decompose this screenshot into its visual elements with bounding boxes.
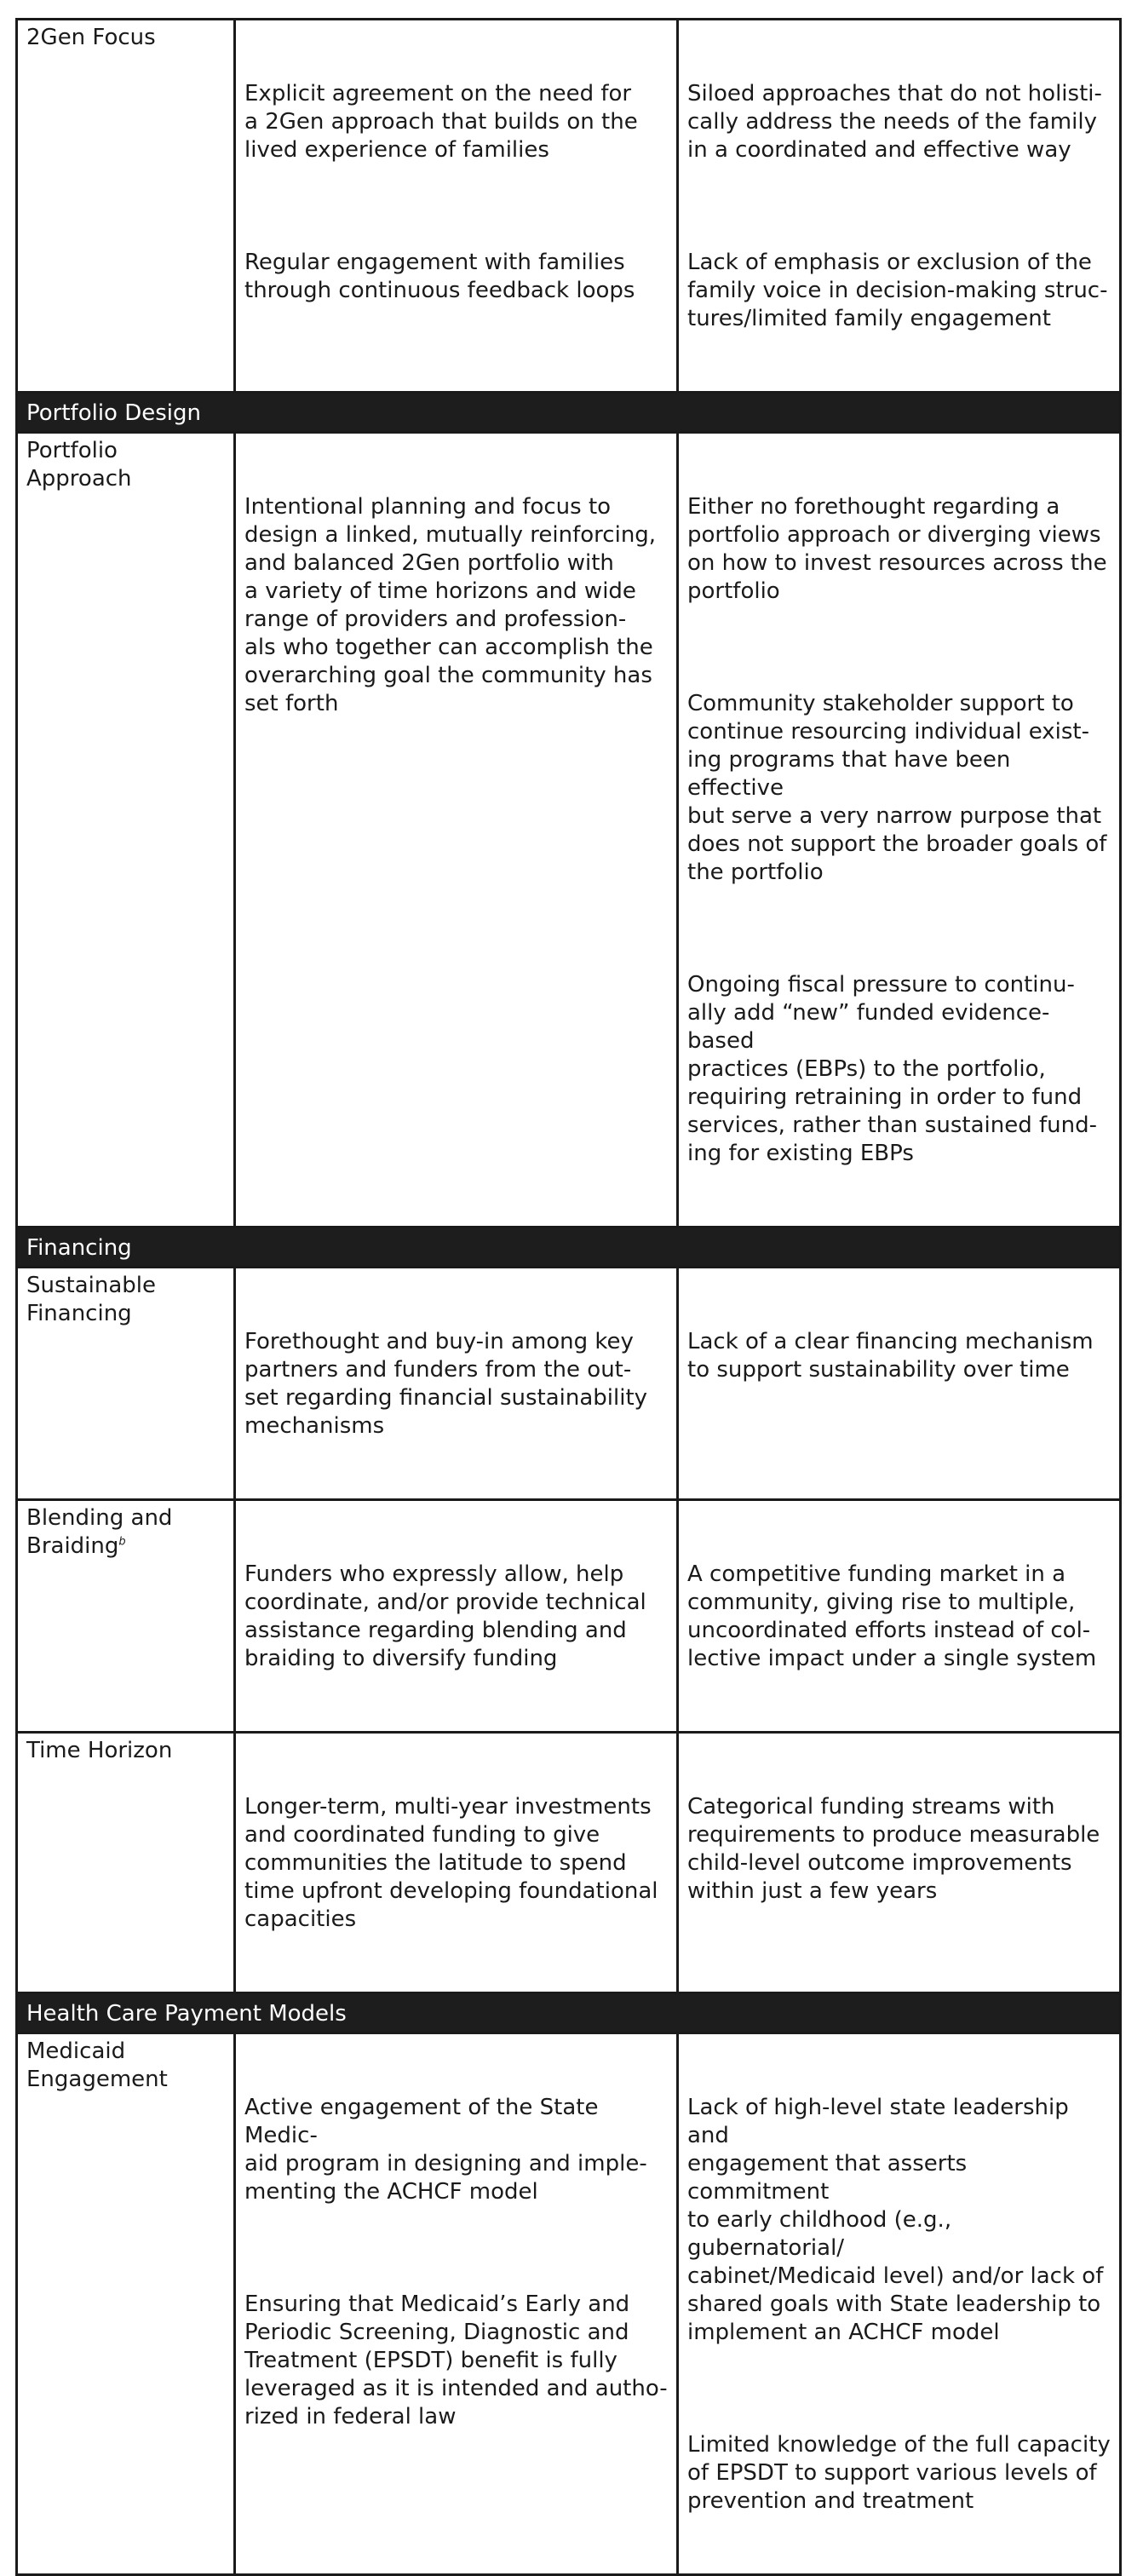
enablers-barriers-table	[15, 18, 1122, 2576]
barriers-cell	[678, 1733, 1121, 1993]
section-header-row	[17, 1228, 1121, 1268]
barrier-text: Ongoing fiscal pressure to continu- ally add “new” funded evidence-based practices (EBPs) to the portfolio, requiring retraining in order to fund services, rather than sustained fund- ing for existing EBPs	[687, 972, 1097, 1166]
row-label: Time Horizon	[26, 1738, 173, 1763]
enabler-text: Active engagement of the State Medic- aid program in designing and imple- menting the ACHCF model	[244, 2095, 647, 2205]
barriers-cell	[678, 20, 1121, 393]
barrier-text: Siloed approaches that do not holisti- cally address the needs of the family in a coordinated and effective way	[687, 81, 1102, 163]
enabler-text: Intentional planning and focus to design a linked, mutually reinforcing, and balanced 2Gen portfolio with a variety of time horizons and wide range of providers and profession- als who together can accomplish the overarching goal the community has set forth	[244, 494, 657, 716]
section-title: Financing	[17, 1228, 1121, 1268]
section-title: Portfolio Design	[17, 393, 1121, 433]
row-label-cell	[17, 1500, 235, 1733]
enabler-text: Funders who expressly allow, help coordinate, and/or provide technical assistance regarding blending and braiding to diversify funding	[244, 1561, 646, 1671]
row-label: Blending and Braiding	[26, 1505, 173, 1559]
section-title: Health Care Payment Models	[17, 1993, 1121, 2033]
enablers-cell	[235, 1733, 678, 1993]
enabler-text: Longer-term, multi-year investments and coordinated funding to give communities the latitude to spend time upfront developing foundational capacities	[244, 1794, 658, 1932]
row-label: 2Gen Focus	[26, 25, 156, 50]
enablers-cell	[235, 2033, 678, 2575]
section-header-row	[17, 393, 1121, 433]
barrier-text: Lack of emphasis or exclusion of the family voice in decision-making struc- tures/limited family engagement	[687, 250, 1108, 331]
row-label-cell	[17, 433, 235, 1228]
table-row	[17, 1500, 1121, 1733]
row-label: Portfolio Approach	[26, 438, 132, 492]
barrier-text: Categorical funding streams with requirements to produce measurable child-level outcome improvements within just a few years	[687, 1794, 1100, 1904]
barriers-cell	[678, 433, 1121, 1228]
row-label-cell	[17, 20, 235, 393]
row-label-cell	[17, 2033, 235, 2575]
enabler-text: Ensuring that Medicaid’s Early and Periodic Screening, Diagnostic and Treatment (EPSDT) benefit is fully leveraged as it is intended and autho- rized in federal law	[244, 2291, 668, 2429]
enablers-cell	[235, 1500, 678, 1733]
enablers-cell	[235, 1268, 678, 1500]
barrier-text: Limited knowledge of the full capacity of EPSDT to support various levels of prevention and treatment	[687, 2432, 1111, 2514]
row-label-cell	[17, 1733, 235, 1993]
row-label-cell	[17, 1268, 235, 1500]
enablers-cell	[235, 433, 678, 1228]
section-header-row	[17, 1993, 1121, 2033]
barriers-cell	[678, 1500, 1121, 1733]
enabler-text: Explicit agreement on the need for a 2Gen approach that builds on the lived experience of families	[244, 81, 638, 163]
barriers-cell	[678, 1268, 1121, 1500]
barrier-text: Community stakeholder support to continue resourcing individual exist- ing programs that have been effective but serve a very narrow purpose that does not support the broader goals of the portfolio	[687, 691, 1107, 885]
row-label: Medicaid Engagement	[26, 2038, 168, 2092]
footnote-marker: b	[118, 1535, 126, 1549]
table-row	[17, 1268, 1121, 1500]
enabler-text: Regular engagement with families through continuous feedback loops	[244, 250, 635, 303]
barriers-cell	[678, 2033, 1121, 2575]
table-row	[17, 20, 1121, 393]
table-row	[17, 2033, 1121, 2575]
barrier-text: A competitive funding market in a community, giving rise to multiple, uncoordinated efforts instead of col- lective impact under a single system	[687, 1561, 1097, 1671]
table-row	[17, 433, 1121, 1228]
barrier-text: Lack of a clear financing mechanism to support sustainability over time	[687, 1329, 1094, 1383]
row-label: Sustainable Financing	[26, 1273, 157, 1326]
barrier-text: Either no forethought regarding a portfolio approach or diverging views on how to invest resources across the portfolio	[687, 494, 1107, 604]
table-row	[17, 1733, 1121, 1993]
enablers-cell	[235, 20, 678, 393]
barrier-text: Lack of high-level state leadership and engagement that asserts commitment to early childhood (e.g., gubernatorial/ cabinet/Medicaid level) and/or lack of shared goals with State leadership to implement an ACHCF model	[687, 2095, 1104, 2345]
enabler-text: Forethought and buy-in among key partners and funders from the out- set regarding financial sustainability mechanisms	[244, 1329, 648, 1439]
